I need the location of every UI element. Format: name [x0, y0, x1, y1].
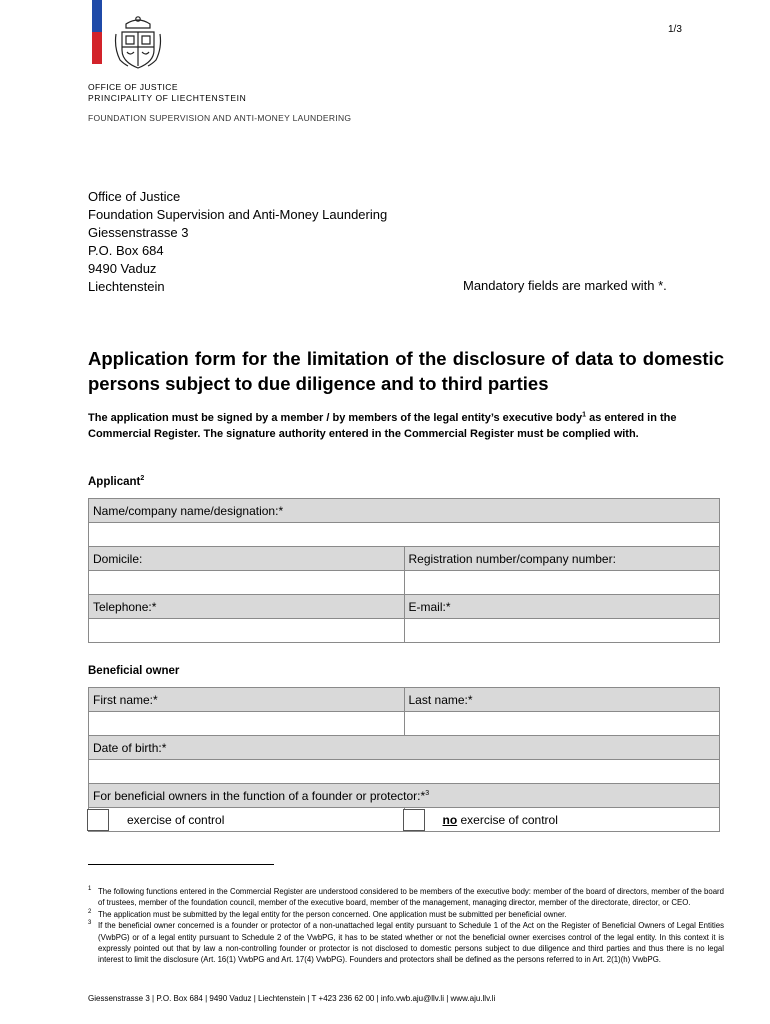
telephone-label: Telephone:*	[89, 595, 405, 619]
last-name-input[interactable]	[404, 712, 720, 736]
applicant-heading	[88, 476, 144, 488]
name-input[interactable]	[89, 523, 720, 547]
footnote-divider	[88, 864, 274, 865]
beneficial-owner-form	[88, 687, 720, 832]
footnote-ref-3: 3	[425, 789, 430, 797]
date-of-birth-input[interactable]	[89, 760, 720, 784]
address-line: Office of Justice	[88, 189, 181, 204]
address-line: Foundation Supervision and Anti-Money Laundering	[88, 207, 388, 222]
address-line: P.O. Box 684	[88, 243, 164, 258]
exercise-of-control-option	[89, 808, 405, 832]
flag-blue-stripe	[92, 0, 102, 32]
mandatory-note: Mandatory fields are marked with *.	[463, 278, 667, 293]
telephone-input[interactable]	[89, 619, 405, 643]
no-exercise-of-control-checkbox[interactable]	[403, 809, 425, 831]
footnote	[88, 909, 724, 920]
footnote-number: 1	[88, 886, 92, 892]
footnote	[88, 886, 724, 909]
intro-text-1: The application must be signed by a member / by members of the legal entity’s executive body	[88, 412, 583, 424]
email-label: E-mail:*	[404, 595, 720, 619]
no-exercise-of-control-option	[404, 808, 720, 832]
address-line: Giessenstrasse 3	[88, 225, 189, 240]
principality-name: PRINCIPALITY OF LIECHTENSTEIN	[88, 93, 247, 103]
registration-number-label: Registration number/company number:	[404, 547, 720, 571]
page-footer: Giessenstrasse 3 | P.O. Box 684 | 9490 Vaduz | Liechtenstein | T +423 236 62 00 | info.vwb.aju@llv.li | www.aju.llv.li	[88, 994, 496, 1003]
office-name: OFFICE OF JUSTICE	[88, 82, 178, 92]
founder-protector-text: For beneficial owners in the function of a founder or protector:*	[93, 788, 426, 803]
beneficial-owner-heading: Beneficial owner	[88, 665, 180, 677]
liechtenstein-flag-bar	[92, 0, 102, 64]
address-line: 9490 Vaduz	[88, 261, 157, 276]
registration-number-input[interactable]	[404, 571, 720, 595]
applicant-form	[88, 498, 720, 643]
domicile-input[interactable]	[89, 571, 405, 595]
footnote-text: The following functions entered in the Commercial Register are understood considered to be members of the executive body: member of the board of directors, member of the board of trustees, member of the foundation council, member of the executive board, member of the management, managing director, member of the directorate, director, or CEO.	[98, 887, 724, 908]
recipient-address	[88, 188, 387, 296]
department-name: FOUNDATION SUPERVISION AND ANTI-MONEY LAUNDERING	[88, 113, 352, 123]
date-of-birth-label: Date of birth:*	[89, 736, 720, 760]
intro-paragraph	[88, 410, 724, 442]
first-name-input[interactable]	[89, 712, 405, 736]
exercise-of-control-label: exercise of control	[127, 812, 225, 827]
footnote-text: If the beneficial owner concerned is a founder or protector of a non-unattached legal entity pursuant to Schedule 1 of the Act on the Register of Beneficial Owners of Legal Entities (VwbPG) or of a legal entity pursuant to Schedule 2 of the VwbPG, it has to be stated whether or not the beneficial owner exercises control of the legal entity. In this context it is expressly pointed out that by law a non-controlling founder or protector is not disclosed to domestic persons subject to due diligence and third parties and thus there is no legal interest to limit the disclosure (Art. 16(1) VwbPG and Art. 17(4) VwbPG). Founders and protectors shall be defined as the persons referred to in Art. 2(1)(h) VwbPG.	[98, 921, 724, 965]
flag-red-stripe	[92, 32, 102, 64]
intro-text-2: as entered in the Commercial Register. The signature authority entered in the Commercial Register must be complied with.	[88, 412, 677, 440]
document-title: Application form for the limitation of the disclosure of data to domestic persons subject to due diligence and to third parties	[88, 348, 724, 394]
email-input[interactable]	[404, 619, 720, 643]
footnote-number: 2	[88, 908, 92, 915]
footnotes	[88, 886, 724, 966]
no-exercise-suffix: exercise of control	[457, 812, 558, 827]
no-exercise-of-control-label	[443, 813, 558, 827]
founder-protector-label	[89, 784, 720, 808]
no-emphasis: no	[442, 812, 458, 827]
first-name-label: First name:*	[89, 688, 405, 712]
footnote-text: The application must be submitted by the legal entity for the person concerned. One application must be submitted per beneficial owner.	[98, 909, 567, 919]
page-number: 1/3	[668, 24, 682, 35]
last-name-label: Last name:*	[404, 688, 720, 712]
address-line: Liechtenstein	[88, 279, 165, 294]
domicile-label: Domicile:	[89, 547, 405, 571]
coat-of-arms-icon	[112, 14, 164, 72]
footnote-ref-2: 2	[140, 475, 145, 483]
footnote-ref-1: 1	[582, 411, 587, 419]
name-label: Name/company name/designation:*	[89, 499, 720, 523]
applicant-heading-text: Applicant	[88, 476, 141, 488]
exercise-of-control-checkbox[interactable]	[87, 809, 109, 831]
footnote	[88, 920, 724, 966]
footnote-number: 3	[88, 920, 92, 927]
